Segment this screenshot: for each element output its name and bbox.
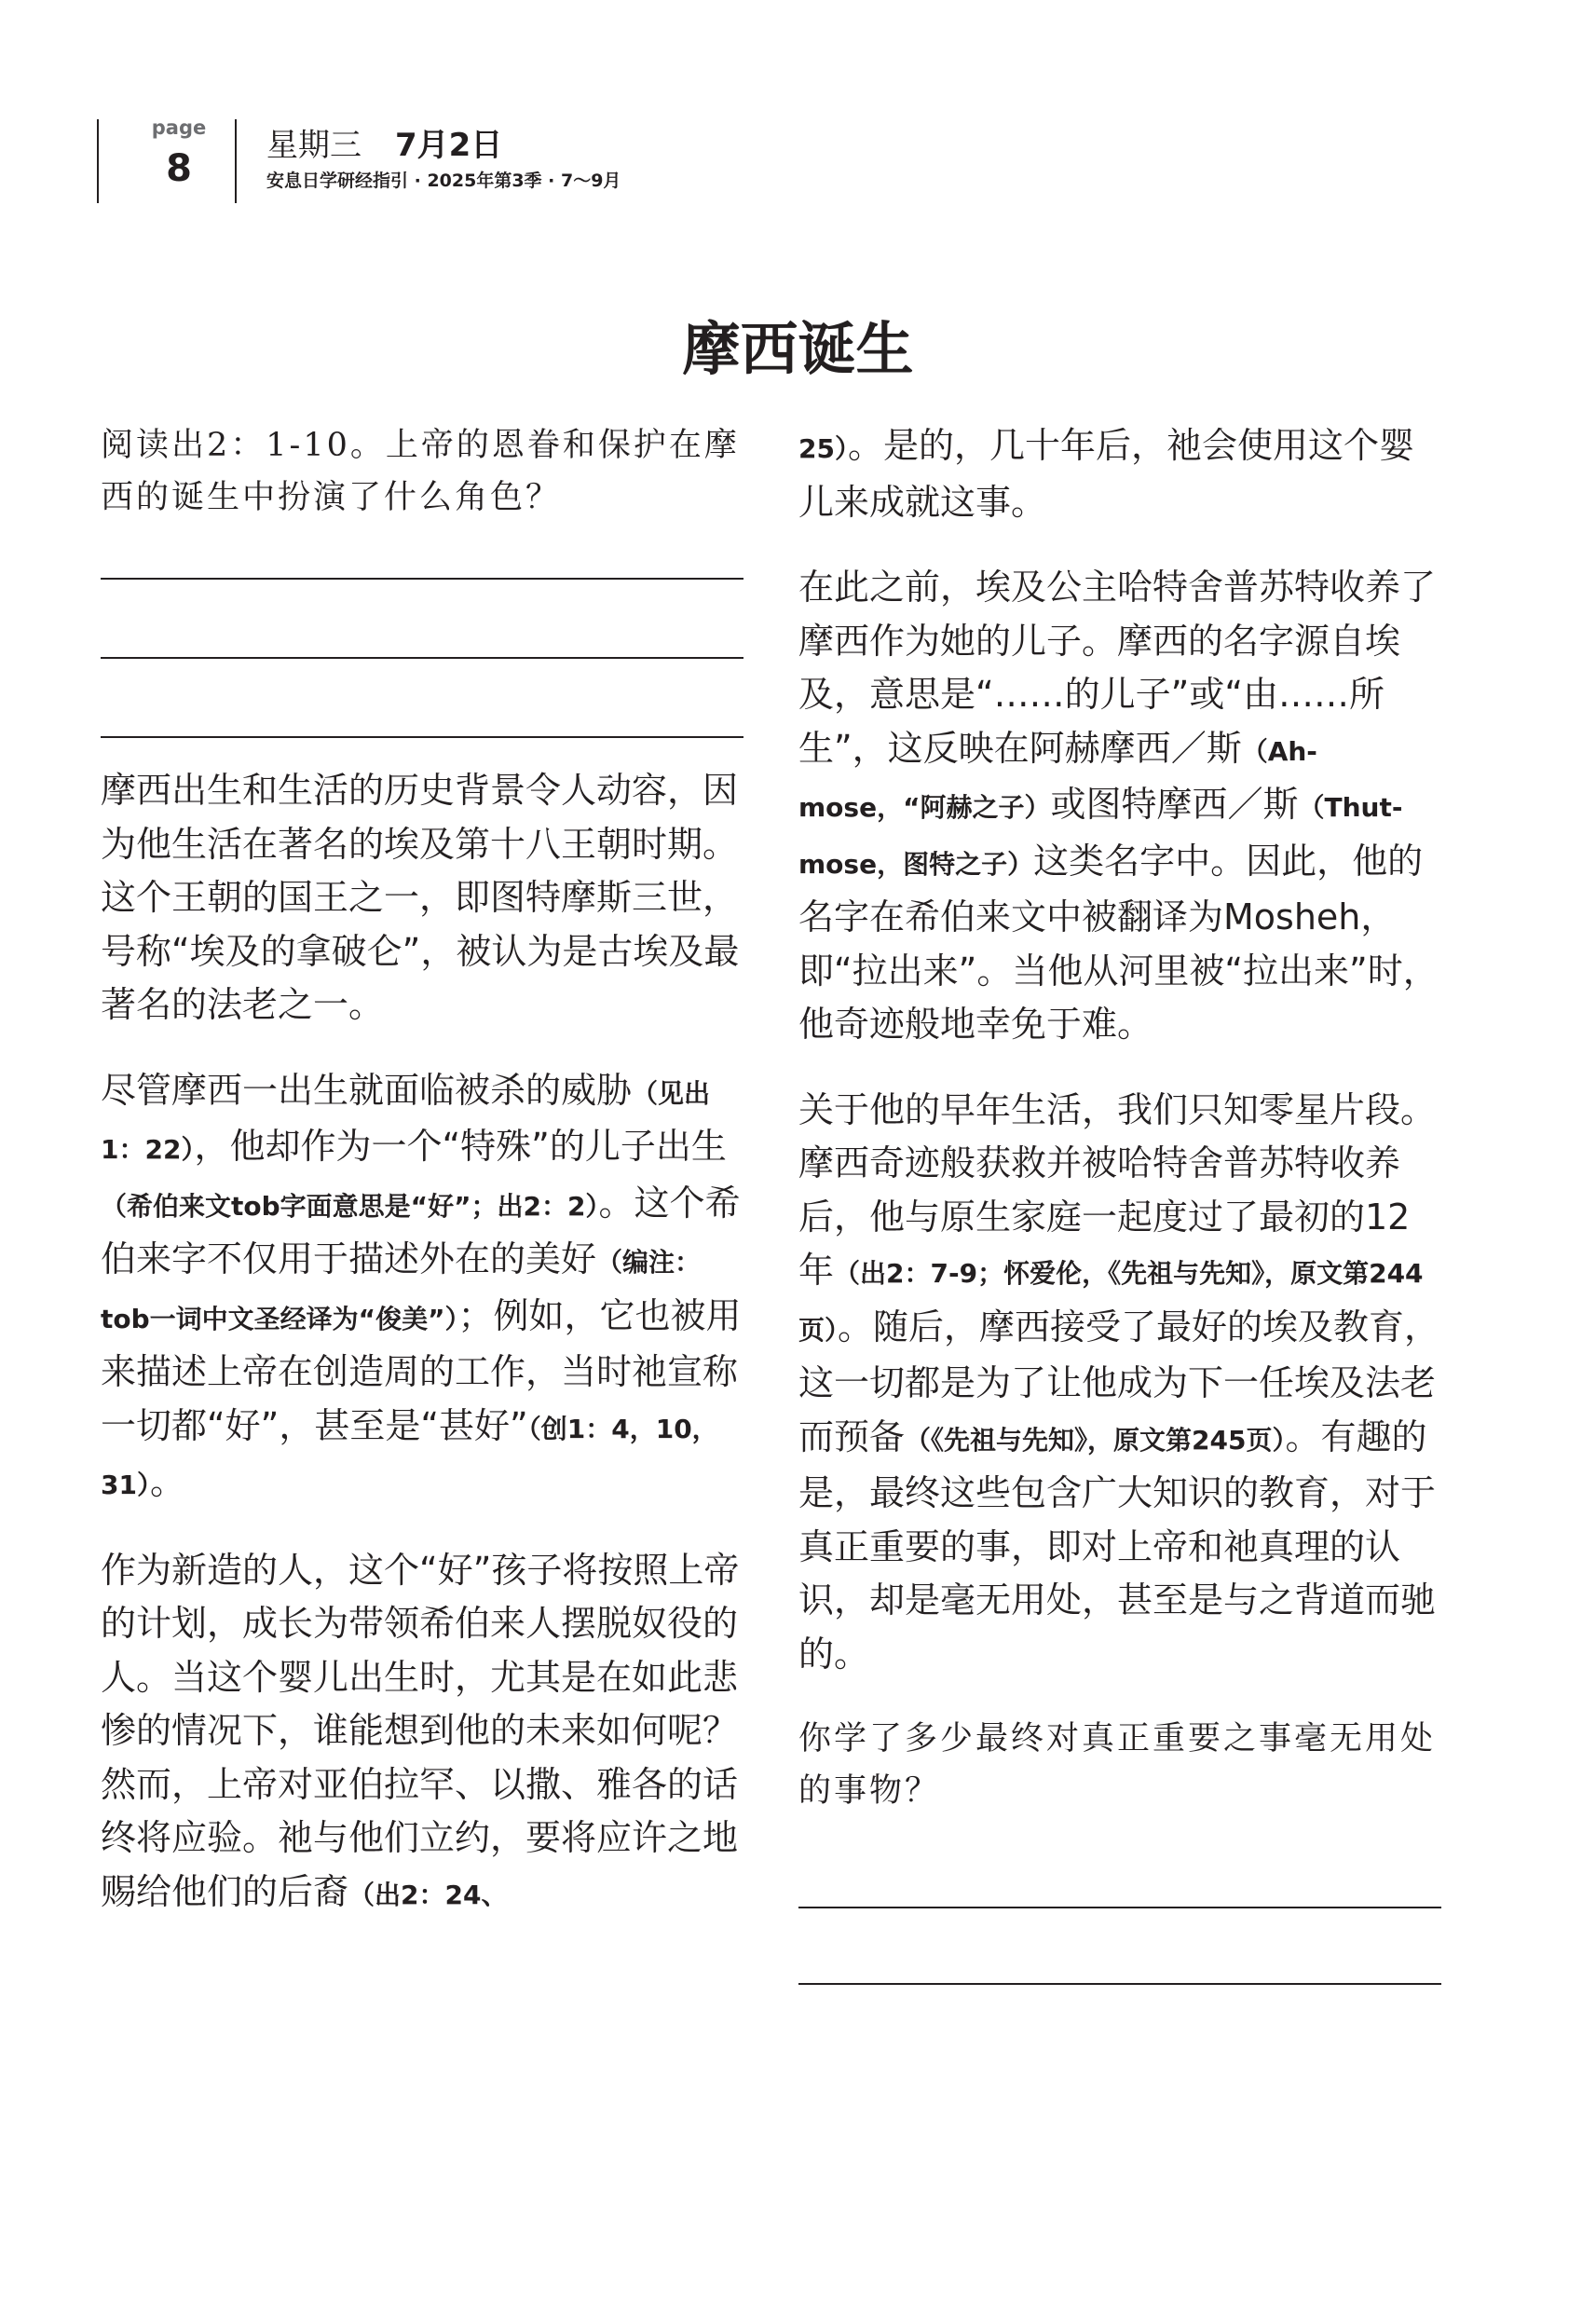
answer-line[interactable] (798, 1983, 1441, 1985)
header-divider-right (235, 119, 237, 203)
paragraph-gods-plan: 作为新造的人，这个“好”孩子将按照上帝的计划，成长为带领希伯来人摆脱奴役的人。当这个婴儿出生时，尤其是在如此悲惨的情况下，谁能想到他的未来如何呢？然而，上帝对亚伯拉罕、以撒、雅各的话终将应验。祂与他们立约，要将应许之地赐给他们的后裔（出2：24、 (101, 1549, 740, 1912)
header-date-line (266, 119, 502, 165)
header-date: 7月2日 (395, 127, 503, 164)
lesson-title: 摩西诞生 (682, 315, 914, 383)
paragraph-continued: 25）。是的，几十年后，祂会使用这个婴儿来成就这事。 (798, 425, 1414, 523)
scripture-reference: （创1：4，10，31） (101, 1413, 718, 1500)
left-column (101, 419, 743, 1953)
header-day: 星期三 (266, 127, 361, 164)
book-reference: （《先祖与先知》，原文第245页） (905, 1424, 1286, 1456)
right-column (798, 419, 1441, 1985)
page-number: 8 (166, 147, 192, 190)
paragraph-name-origin: 在此之前，埃及公主哈特舍普苏特收养了摩西作为她的儿子。摩西的名字源自埃及，意思是“……的儿子”或“由……所生”，这反映在阿赫摩西／斯（Ah-mose，“阿赫之子）或图特摩西／斯（Thut-mose，图特之子）这类名字中。因此，他的名字在希伯来文中被翻译为Mosheh，即“拉出来”。当他从河里被“拉出来”时，他奇迹般地幸免于难。 (798, 567, 1439, 1045)
header-divider-left (97, 119, 99, 203)
answer-line[interactable] (101, 657, 743, 659)
name-note: （Ah-mose，“阿赫之子） (798, 735, 1317, 823)
answer-line[interactable] (798, 1907, 1441, 1908)
scripture-reference: （出2：24、 (348, 1879, 508, 1910)
editor-note: （编注：tob一词中文圣经译为“俊美”） (101, 1247, 702, 1334)
name-note: （Thut-mose，图特之子） (798, 792, 1403, 880)
answer-line[interactable] (101, 578, 743, 580)
answer-line[interactable] (101, 736, 743, 738)
paragraph-historical-context: 摩西出生和生活的历史背景令人动容，因为他生活在著名的埃及第十八王朝时期。这个王朝的国王之一，即图特摩斯三世，号称“埃及的拿破仑”，被认为是古埃及最著名的法老之一。 (101, 770, 740, 1025)
study-question: 阅读出2：1-10。上帝的恩眷和保护在摩西的诞生中扮演了什么角色？ (101, 427, 740, 516)
paragraph-early-life: 关于他的早年生活，我们只知零星片段。摩西奇迹般获救并被哈特舍普苏特收养后，他与原生家庭一起度过了最初的12年（出2：7-9；怀爱伦，《先祖与先知》，原文第244页）。随后，摩西接受了最好的埃及教育，这一切都是为了让他成为下一任埃及法老而预备（《先祖与先知》，原文第245页）。有趣的是，最终这些包含广大知识的教育，对于真正重要的事，即对上帝和祂真理的认识，却是毫无用处，甚至是与之背道而驰的。 (798, 1088, 1440, 1675)
reflection-question: 你学了多少最终对真正重要之事毫无用处的事物？ (798, 1720, 1437, 1810)
page-label: page (151, 116, 207, 139)
scripture-reference: （出2：7-9；怀爱伦，《先祖与先知》，原文第244页） (798, 1258, 1424, 1346)
scripture-reference: （见出1：22） (101, 1077, 711, 1165)
header-subtitle: 安息日学研经指引 · 2025年第3季 · 7～9月 (266, 171, 621, 191)
paragraph-special-son: 尽管摩西一出生就面临被杀的威胁（见出1：22），他却作为一个“特殊”的儿子出生（希伯来文tob字面意思是“好”；出2：2）。这个希伯来字不仅用于描述外在的美好（编注：tob一词中文圣经译为“俊美”）；例如，它也被用来描述上帝在创造周的工作，当时祂宣称一切都“好”，甚至是“甚好”（创1：4，10，31）。 (101, 1069, 742, 1502)
scripture-reference: 25） (798, 433, 848, 464)
scripture-reference: （希伯来文tob字面意思是“好”；出2：2） (101, 1190, 599, 1222)
